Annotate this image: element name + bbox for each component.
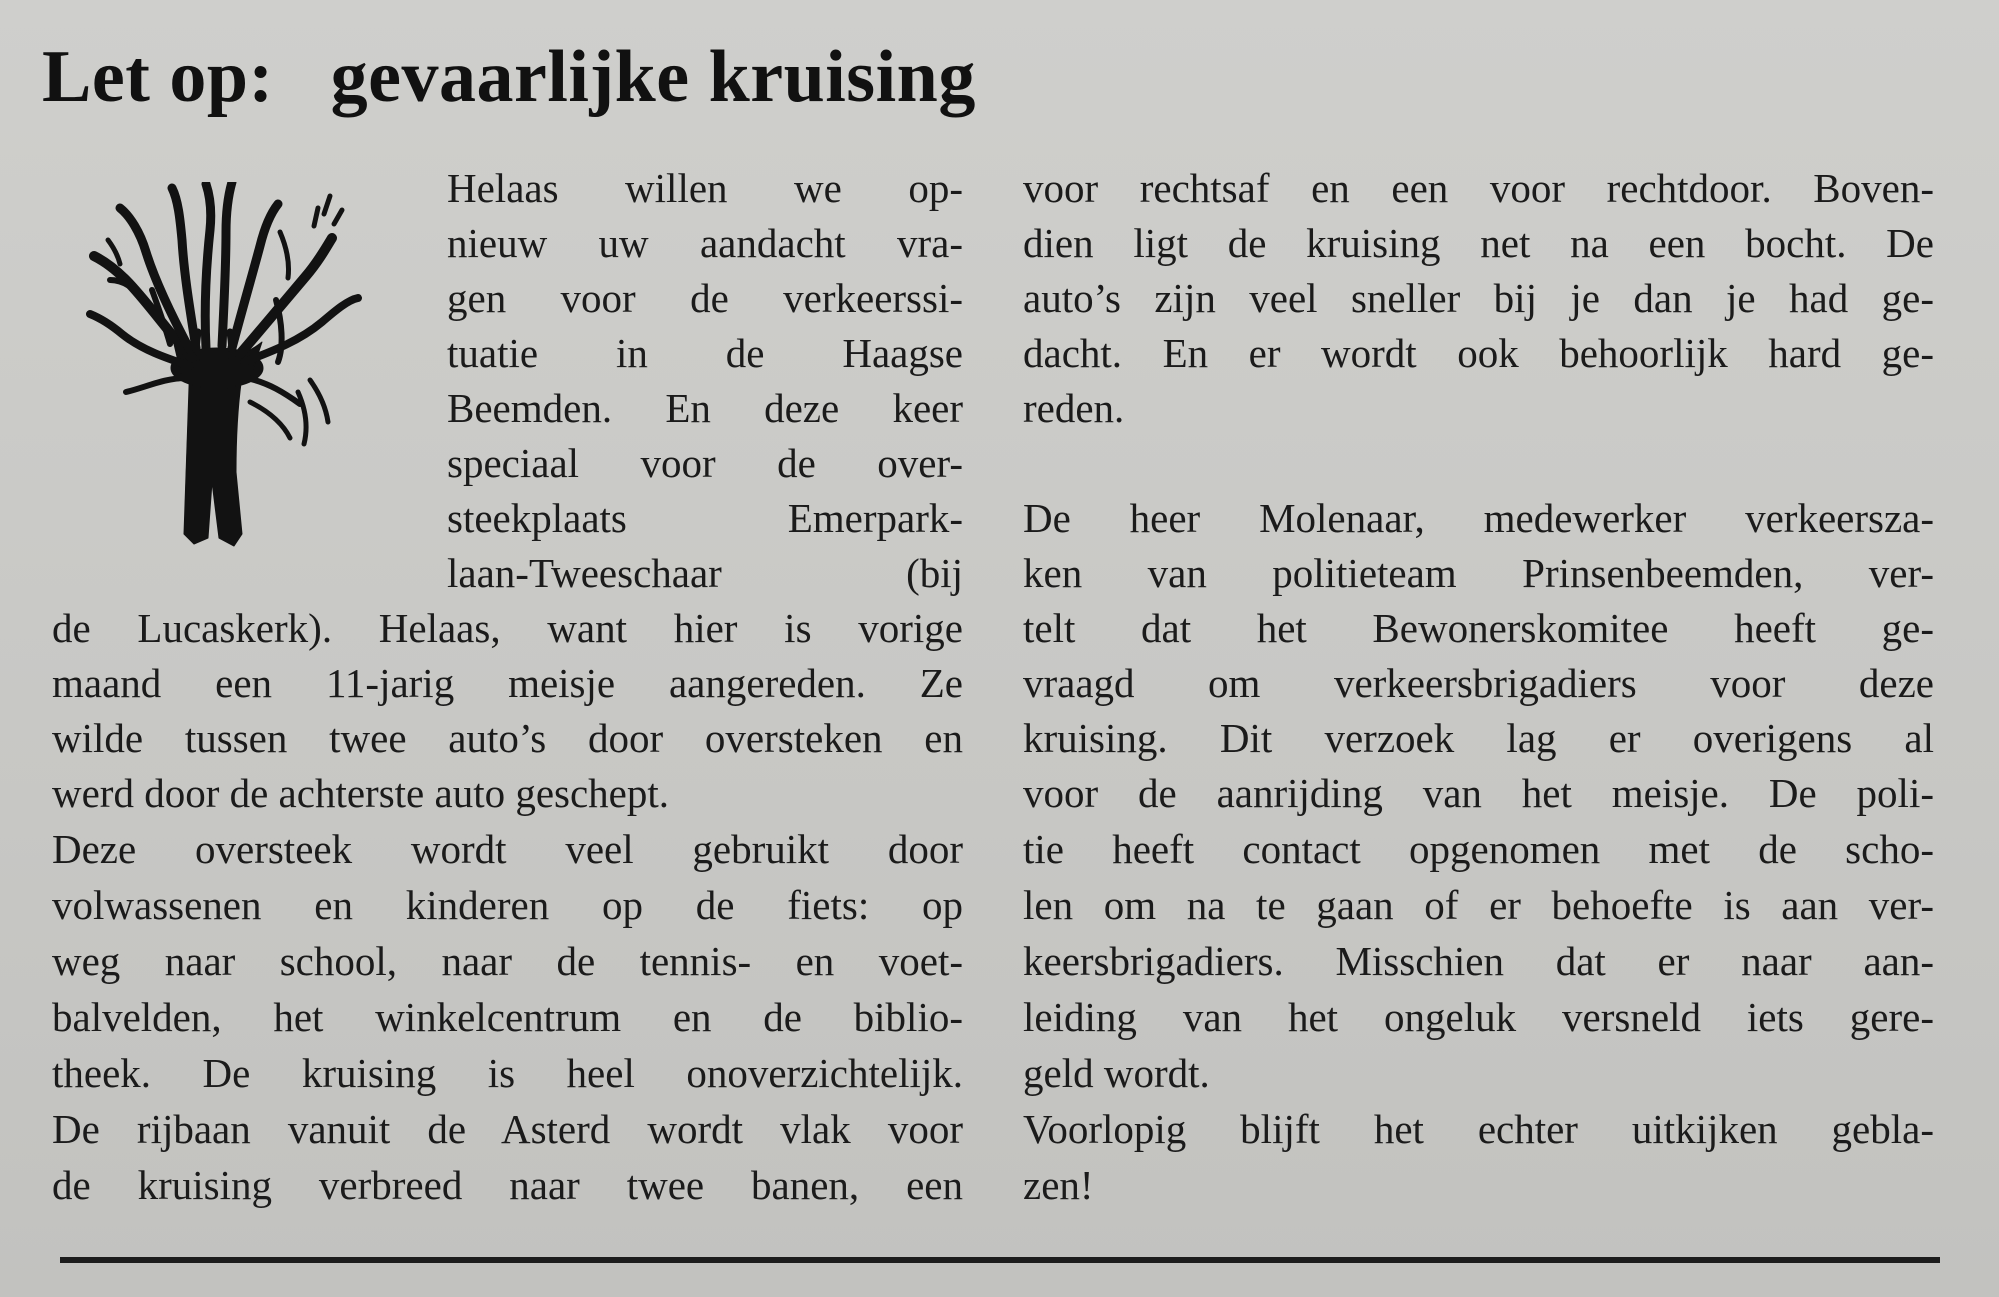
- article-text-line: balvelden, het winkelcentrum en de biblio-: [52, 997, 963, 1040]
- article-text-line: reden.: [1023, 385, 1125, 431]
- article-text-line: ken van politieteam Prinsenbeemden, ver-: [1023, 553, 1934, 596]
- article-text-line: kruising. Dit verzoek lag er overigens al: [1023, 718, 1934, 761]
- article-text-line: volwassenen en kinderen op de fiets: op: [52, 885, 963, 928]
- article-text-line: auto’s zijn veel sneller bij je dan je had ge-: [1023, 278, 1934, 321]
- article-text-line: geld wordt.: [1023, 1050, 1210, 1096]
- article-text-line: tuatie in de Haagse: [447, 333, 963, 376]
- article-text-line: Deze oversteek wordt veel gebruikt door: [52, 829, 963, 872]
- article-text-line: gen voor de verkeerssi-: [447, 278, 963, 321]
- tree-illustration: [86, 182, 366, 552]
- article-text-line: de Lucaskerk). Helaas, want hier is vorige: [52, 608, 963, 651]
- article-text-line: vraagd om verkeersbrigadiers voor deze: [1023, 663, 1934, 706]
- article-text-line: wilde tussen twee auto’s door oversteken en: [52, 718, 963, 761]
- article-text-line: Voorlopig blijft het echter uitkijken gebla-: [1023, 1109, 1934, 1152]
- article-text-line: leiding van het ongeluk versneld iets gere-: [1023, 997, 1934, 1040]
- article-text-line: tie heeft contact opgenomen met de scho-: [1023, 829, 1934, 872]
- article-title: Let op: gevaarlijke kruising: [42, 36, 976, 118]
- article-text-line: de kruising verbreed naar twee banen, een: [52, 1165, 963, 1208]
- article-text-line: werd door de achterste auto geschept.: [52, 770, 670, 816]
- article-text-line: De heer Molenaar, medewerker verkeersza-: [1023, 498, 1934, 541]
- article-text-line: steekplaats Emerpark-: [447, 498, 963, 541]
- article-text-line: De rijbaan vanuit de Asterd wordt vlak voor: [52, 1109, 963, 1152]
- article-text-line: voor rechtsaf en een voor rechtdoor. Boven-: [1023, 168, 1934, 211]
- bottom-rule: [60, 1257, 1940, 1263]
- article-text-line: Helaas willen we op-: [447, 168, 963, 211]
- article-text-line: telt dat het Bewonerskomitee heeft ge-: [1023, 608, 1934, 651]
- article-text-line: len om na te gaan of er behoefte is aan ver-: [1023, 885, 1934, 928]
- article-text-line: maand een 11-jarig meisje aangereden. Ze: [52, 663, 963, 706]
- article-text-line: laan-Tweeschaar (bij: [447, 553, 963, 596]
- article-text-line: weg naar school, naar de tennis- en voet-: [52, 941, 963, 984]
- article-text-line: dien ligt de kruising net na een bocht. De: [1023, 223, 1934, 266]
- article-text-line: speciaal voor de over-: [447, 443, 963, 486]
- article-text-line: zen!: [1023, 1162, 1094, 1208]
- article-text-line: Beemden. En deze keer: [447, 388, 963, 431]
- article-text-line: keersbrigadiers. Misschien dat er naar aan-: [1023, 941, 1934, 984]
- article-text-line: nieuw uw aandacht vra-: [447, 223, 963, 266]
- article-text-line: voor de aanrijding van het meisje. De poli-: [1023, 773, 1934, 816]
- article-text-line: dacht. En er wordt ook behoorlijk hard ge-: [1023, 333, 1934, 376]
- article-text-line: theek. De kruising is heel onoverzichtelijk.: [52, 1053, 963, 1096]
